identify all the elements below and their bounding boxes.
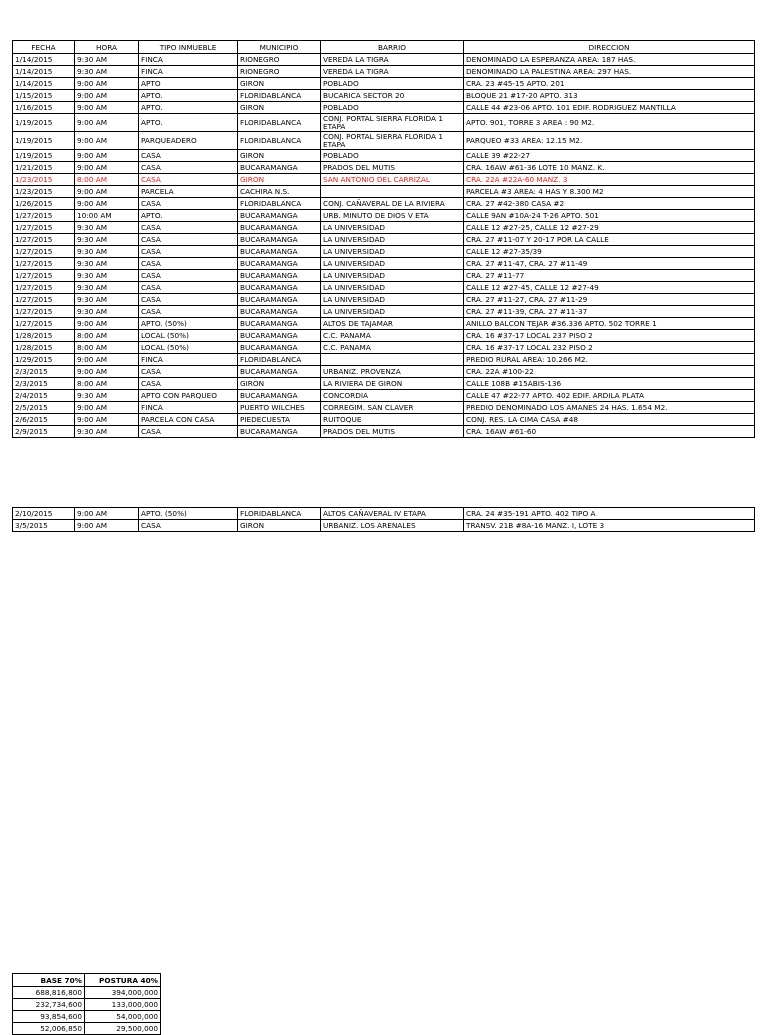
fecha-cell: 2/6/2015: [13, 414, 75, 426]
barrio-cell: LA RIVIERA DE GIRON: [321, 378, 464, 390]
fecha-cell: 1/26/2015: [13, 198, 75, 210]
fecha-cell: 1/27/2015: [13, 234, 75, 246]
hora-cell: 9:00 AM: [75, 508, 139, 520]
table-row: [13, 132, 755, 150]
barrio-cell: VEREDA LA TIGRA: [321, 66, 464, 78]
postura-cell: 394,000,000: [85, 987, 161, 999]
fecha-cell: 1/15/2015: [13, 90, 75, 102]
municipio-cell: BUCARAMANGA: [238, 318, 321, 330]
table-row: [13, 210, 755, 222]
municipio-cell: GIRON: [238, 102, 321, 114]
postura-cell: 54,000,000: [85, 1011, 161, 1023]
hora-cell: 9:30 AM: [75, 282, 139, 294]
direccion-cell: CRA. 27 #42-380 CASA #2: [464, 198, 755, 210]
fecha-cell: 1/27/2015: [13, 222, 75, 234]
hora-cell: 9:30 AM: [75, 66, 139, 78]
barrio-cell: URB. MINUTO DE DIOS V ETA: [321, 210, 464, 222]
municipio-cell: FLORIDABLANCA: [238, 114, 321, 132]
hora-cell: 8:00 AM: [75, 174, 139, 186]
hora-cell: 9:00 AM: [75, 150, 139, 162]
hora-cell: 9:00 AM: [75, 132, 139, 150]
direccion-cell: DENOMINADO LA PALESTINA AREA: 297 HAS.: [464, 66, 755, 78]
tipo-inmueble-cell: LOCAL (50%): [139, 342, 238, 354]
barrio-cell: URBANIZ. PROVENZA: [321, 366, 464, 378]
barrio-cell: CONJ. CAÑAVERAL DE LA RIVIERA: [321, 198, 464, 210]
direccion-cell: CRA. 27 #11-47, CRA. 27 #11-49: [464, 258, 755, 270]
municipio-cell: PUERTO WILCHES: [238, 402, 321, 414]
municipio-cell: BUCARAMANGA: [238, 366, 321, 378]
tipo-inmueble-cell: CASA: [139, 294, 238, 306]
fecha-cell: 1/27/2015: [13, 258, 75, 270]
table-row: [13, 258, 755, 270]
municipio-cell: BUCARAMANGA: [238, 222, 321, 234]
barrio-cell: SAN ANTONIO DEL CARRIZAL: [321, 174, 464, 186]
hora-cell: 9:30 AM: [75, 426, 139, 438]
direccion-cell: CRA. 16AW #61-36 LOTE 10 MANZ. K.: [464, 162, 755, 174]
direccion-cell: CALLE 9AN #10A-24 T-26 APTO. 501: [464, 210, 755, 222]
table-row: [13, 54, 755, 66]
municipio-cell: BUCARAMANGA: [238, 294, 321, 306]
column-header-base: BASE 70%: [13, 974, 85, 987]
barrio-cell: ALTOS CAÑAVERAL IV ETAPA: [321, 508, 464, 520]
table-row: [13, 414, 755, 426]
hora-cell: 9:30 AM: [75, 234, 139, 246]
table-row: [13, 402, 755, 414]
municipio-cell: FLORIDABLANCA: [238, 354, 321, 366]
municipio-cell: FLORIDABLANCA: [238, 90, 321, 102]
municipio-cell: BUCARAMANGA: [238, 306, 321, 318]
barrio-cell: URBANIZ. LOS ARENALES: [321, 520, 464, 532]
fecha-cell: 1/19/2015: [13, 114, 75, 132]
table-row: [13, 426, 755, 438]
tipo-inmueble-cell: CASA: [139, 222, 238, 234]
table-row: [13, 90, 755, 102]
fecha-cell: 2/3/2015: [13, 378, 75, 390]
tipo-inmueble-cell: FINCA: [139, 354, 238, 366]
column-header-postura: POSTURA 40%: [85, 974, 161, 987]
municipio-cell: BUCARAMANGA: [238, 342, 321, 354]
auction-schedule-rows: [13, 54, 755, 438]
hora-cell: 9:00 AM: [75, 162, 139, 174]
barrio-cell: PRADOS DEL MUTIS: [321, 426, 464, 438]
tipo-inmueble-cell: LOCAL (50%): [139, 330, 238, 342]
direccion-cell: CRA. 23 #45-15 APTO. 201: [464, 78, 755, 90]
tipo-inmueble-cell: CASA: [139, 366, 238, 378]
tipo-inmueble-cell: CASA: [139, 174, 238, 186]
municipio-cell: FLORIDABLANCA: [238, 198, 321, 210]
barrio-cell: LA UNIVERSIDAD: [321, 234, 464, 246]
table-row: [13, 150, 755, 162]
direccion-cell: CRA. 22A #22A-60 MANZ. 3: [464, 174, 755, 186]
tipo-inmueble-cell: CASA: [139, 378, 238, 390]
column-header-tipo-inmueble: TIPO INMUEBLE: [139, 41, 238, 54]
additional-schedule-table: [12, 507, 755, 532]
fecha-cell: 1/28/2015: [13, 330, 75, 342]
tipo-inmueble-cell: APTO.: [139, 90, 238, 102]
direccion-cell: PREDIO DENOMINADO LOS AMANES 24 HAS. 1.654 M2.: [464, 402, 755, 414]
barrio-cell: PRADOS DEL MUTIS: [321, 162, 464, 174]
table-row: [13, 999, 161, 1011]
municipio-cell: FLORIDABLANCA: [238, 508, 321, 520]
fecha-cell: 1/27/2015: [13, 270, 75, 282]
fecha-cell: 2/9/2015: [13, 426, 75, 438]
hora-cell: 9:30 AM: [75, 270, 139, 282]
tipo-inmueble-cell: CASA: [139, 282, 238, 294]
fecha-cell: 1/23/2015: [13, 174, 75, 186]
table-row: [13, 222, 755, 234]
tipo-inmueble-cell: CASA: [139, 198, 238, 210]
hora-cell: 9:30 AM: [75, 306, 139, 318]
base-cell: 93,854,600: [13, 1011, 85, 1023]
table-row: [13, 294, 755, 306]
hora-cell: 9:30 AM: [75, 222, 139, 234]
barrio-cell: CONJ. PORTAL SIERRA FLORIDA 1 ETAPA: [321, 132, 464, 150]
direccion-cell: ANILLO BALCON TEJAR #36.336 APTO. 502 TORRE 1: [464, 318, 755, 330]
barrio-cell: C.C. PANAMA: [321, 330, 464, 342]
table-row: [13, 520, 755, 532]
barrio-cell: VEREDA LA TIGRA: [321, 54, 464, 66]
hora-cell: 9:00 AM: [75, 114, 139, 132]
barrio-cell: [321, 186, 464, 198]
tipo-inmueble-cell: CASA: [139, 520, 238, 532]
fecha-cell: 1/19/2015: [13, 132, 75, 150]
table-row: [13, 390, 755, 402]
fecha-cell: 2/3/2015: [13, 366, 75, 378]
municipio-cell: BUCARAMANGA: [238, 162, 321, 174]
barrio-cell: LA UNIVERSIDAD: [321, 258, 464, 270]
tipo-inmueble-cell: APTO. (50%): [139, 508, 238, 520]
hora-cell: 9:00 AM: [75, 198, 139, 210]
fecha-cell: 1/14/2015: [13, 78, 75, 90]
fecha-cell: 1/27/2015: [13, 294, 75, 306]
direccion-cell: CRA. 22A #100-22: [464, 366, 755, 378]
barrio-cell: CORREGIM. SAN CLAVER: [321, 402, 464, 414]
hora-cell: 9:00 AM: [75, 414, 139, 426]
direccion-cell: CALLE 44 #23-06 APTO. 101 EDIF. RODRIGUEZ MANTILLA: [464, 102, 755, 114]
hora-cell: 9:00 AM: [75, 102, 139, 114]
hora-cell: 9:00 AM: [75, 520, 139, 532]
municipio-cell: PIEDECUESTA: [238, 414, 321, 426]
barrio-cell: LA UNIVERSIDAD: [321, 222, 464, 234]
direccion-cell: PARCELA #3 AREA: 4 HAS Y 8.300 M2: [464, 186, 755, 198]
direccion-cell: TRANSV. 21B #8A-16 MANZ. I, LOTE 3: [464, 520, 755, 532]
hora-cell: 9:00 AM: [75, 186, 139, 198]
direccion-cell: DENOMINADO LA ESPERANZA AREA: 187 HAS.: [464, 54, 755, 66]
table-row: [13, 342, 755, 354]
direccion-cell: CRA. 27 #11-39, CRA. 27 #11-37: [464, 306, 755, 318]
fecha-cell: 1/14/2015: [13, 66, 75, 78]
direccion-cell: CALLE 108B #15ABIS-136: [464, 378, 755, 390]
fecha-cell: 1/21/2015: [13, 162, 75, 174]
base-cell: 52,006,850: [13, 1023, 85, 1035]
tipo-inmueble-cell: APTO: [139, 78, 238, 90]
table-row: [13, 366, 755, 378]
direccion-cell: CRA. 16AW #61-60: [464, 426, 755, 438]
direccion-cell: CRA. 27 #11-07 Y 20-17 POR LA CALLE: [464, 234, 755, 246]
hora-cell: 9:30 AM: [75, 54, 139, 66]
tipo-inmueble-cell: CASA: [139, 162, 238, 174]
barrio-cell: CONCORDIA: [321, 390, 464, 402]
municipio-cell: BUCARAMANGA: [238, 390, 321, 402]
barrio-cell: LA UNIVERSIDAD: [321, 306, 464, 318]
hora-cell: 9:00 AM: [75, 318, 139, 330]
table-row: [13, 114, 755, 132]
fecha-cell: 1/27/2015: [13, 318, 75, 330]
direccion-cell: CRA. 27 #11-77: [464, 270, 755, 282]
additional-schedule-rows: [13, 508, 755, 532]
municipio-cell: BUCARAMANGA: [238, 270, 321, 282]
hora-cell: 9:30 AM: [75, 390, 139, 402]
tipo-inmueble-cell: CASA: [139, 234, 238, 246]
table-row: [13, 330, 755, 342]
hora-cell: 9:00 AM: [75, 90, 139, 102]
barrio-cell: ALTOS DE TAJAMAR: [321, 318, 464, 330]
tipo-inmueble-cell: FINCA: [139, 402, 238, 414]
direccion-cell: CALLE 39 #22-27: [464, 150, 755, 162]
municipio-cell: RIONEGRO: [238, 54, 321, 66]
municipio-cell: RIONEGRO: [238, 66, 321, 78]
hora-cell: 9:30 AM: [75, 294, 139, 306]
tipo-inmueble-cell: PARQUEADERO: [139, 132, 238, 150]
municipio-cell: GIRON: [238, 78, 321, 90]
table-row: [13, 234, 755, 246]
table-row: [13, 378, 755, 390]
municipio-cell: BUCARAMANGA: [238, 426, 321, 438]
table-row: [13, 102, 755, 114]
tipo-inmueble-cell: FINCA: [139, 54, 238, 66]
table-row: [13, 508, 755, 520]
fecha-cell: 2/5/2015: [13, 402, 75, 414]
tipo-inmueble-cell: CASA: [139, 246, 238, 258]
tipo-inmueble-cell: FINCA: [139, 66, 238, 78]
fecha-cell: 1/23/2015: [13, 186, 75, 198]
valuation-table: [12, 973, 161, 1035]
municipio-cell: BUCARAMANGA: [238, 246, 321, 258]
base-cell: 232,734,600: [13, 999, 85, 1011]
hora-cell: 9:30 AM: [75, 258, 139, 270]
tipo-inmueble-cell: PARCELA CON CASA: [139, 414, 238, 426]
table-row: [13, 162, 755, 174]
tipo-inmueble-cell: APTO. (50%): [139, 318, 238, 330]
table-row: [13, 174, 755, 186]
municipio-cell: BUCARAMANGA: [238, 234, 321, 246]
tipo-inmueble-cell: CASA: [139, 306, 238, 318]
barrio-cell: CONJ. PORTAL SIERRA FLORIDA 1 ETAPA: [321, 114, 464, 132]
table-row: [13, 1023, 161, 1035]
column-header-fecha: FECHA: [13, 41, 75, 54]
fecha-cell: 1/27/2015: [13, 306, 75, 318]
tipo-inmueble-cell: APTO.: [139, 114, 238, 132]
table-row: [13, 354, 755, 366]
fecha-cell: 1/28/2015: [13, 342, 75, 354]
direccion-cell: PREDIO RURAL AREA: 10.266 M2.: [464, 354, 755, 366]
direccion-cell: CRA. 16 #37-17 LOCAL 232 PISO 2: [464, 342, 755, 354]
fecha-cell: 1/19/2015: [13, 150, 75, 162]
hora-cell: 9:00 AM: [75, 402, 139, 414]
barrio-cell: LA UNIVERSIDAD: [321, 282, 464, 294]
table-row: [13, 987, 161, 999]
auction-schedule-table: [12, 40, 755, 438]
direccion-cell: CRA. 24 #35-191 APTO. 402 TIPO A: [464, 508, 755, 520]
direccion-cell: CALLE 47 #22-77 APTO. 402 EDIF. ARDILA PLATA: [464, 390, 755, 402]
tipo-inmueble-cell: CASA: [139, 426, 238, 438]
column-header-barrio: BARRIO: [321, 41, 464, 54]
barrio-cell: POBLADO: [321, 150, 464, 162]
barrio-cell: BUCARICA SECTOR 20: [321, 90, 464, 102]
hora-cell: 9:00 AM: [75, 354, 139, 366]
barrio-cell: LA UNIVERSIDAD: [321, 246, 464, 258]
fecha-cell: 1/27/2015: [13, 282, 75, 294]
fecha-cell: 1/27/2015: [13, 246, 75, 258]
fecha-cell: 1/29/2015: [13, 354, 75, 366]
municipio-cell: GIRON: [238, 174, 321, 186]
tipo-inmueble-cell: APTO.: [139, 210, 238, 222]
tipo-inmueble-cell: CASA: [139, 258, 238, 270]
table-row: [13, 246, 755, 258]
direccion-cell: PARQUEO #33 AREA: 12.15 M2.: [464, 132, 755, 150]
hora-cell: 8:00 AM: [75, 378, 139, 390]
table-row: [13, 318, 755, 330]
postura-cell: 29,500,000: [85, 1023, 161, 1035]
tipo-inmueble-cell: APTO CON PARQUEO: [139, 390, 238, 402]
municipio-cell: BUCARAMANGA: [238, 330, 321, 342]
table-row: [13, 270, 755, 282]
table-row: [13, 1011, 161, 1023]
header-row: [13, 41, 755, 54]
municipio-cell: GIRON: [238, 520, 321, 532]
table-row: [13, 306, 755, 318]
table-row: [13, 282, 755, 294]
table-row: [13, 198, 755, 210]
tipo-inmueble-cell: CASA: [139, 150, 238, 162]
barrio-cell: [321, 354, 464, 366]
fecha-cell: 1/16/2015: [13, 102, 75, 114]
barrio-cell: RUITOQUE: [321, 414, 464, 426]
barrio-cell: POBLADO: [321, 78, 464, 90]
base-cell: 688,816,800: [13, 987, 85, 999]
fecha-cell: 1/27/2015: [13, 210, 75, 222]
municipio-cell: FLORIDABLANCA: [238, 132, 321, 150]
tipo-inmueble-cell: APTO.: [139, 102, 238, 114]
municipio-cell: BUCARAMANGA: [238, 282, 321, 294]
table-row: [13, 78, 755, 90]
barrio-cell: C.C. PANAMA: [321, 342, 464, 354]
column-header-hora: HORA: [75, 41, 139, 54]
valuation-header-row: [13, 974, 161, 987]
direccion-cell: CRA. 16 #37-17 LOCAL 237 PISO 2: [464, 330, 755, 342]
direccion-cell: CONJ. RES. LA CIMA CASA #48: [464, 414, 755, 426]
hora-cell: 9:30 AM: [75, 246, 139, 258]
column-header-direccion: DIRECCION: [464, 41, 755, 54]
direccion-cell: CALLE 12 #27-45, CALLE 12 #27-49: [464, 282, 755, 294]
direccion-cell: APTO. 901, TORRE 3 AREA : 90 M2.: [464, 114, 755, 132]
barrio-cell: LA UNIVERSIDAD: [321, 270, 464, 282]
municipio-cell: GIRON: [238, 150, 321, 162]
direccion-cell: CALLE 12 #27-25, CALLE 12 #27-29: [464, 222, 755, 234]
municipio-cell: BUCARAMANGA: [238, 258, 321, 270]
municipio-cell: CACHIRA N.S.: [238, 186, 321, 198]
direccion-cell: BLOQUE 21 #17-20 APTO. 313: [464, 90, 755, 102]
postura-cell: 133,000,000: [85, 999, 161, 1011]
municipio-cell: BUCARAMANGA: [238, 210, 321, 222]
fecha-cell: 2/10/2015: [13, 508, 75, 520]
tipo-inmueble-cell: PARCELA: [139, 186, 238, 198]
barrio-cell: LA UNIVERSIDAD: [321, 294, 464, 306]
municipio-cell: GIRON: [238, 378, 321, 390]
valuation-rows: [13, 987, 161, 1035]
direccion-cell: CRA. 27 #11-27, CRA. 27 #11-29: [464, 294, 755, 306]
column-header-municipio: MUNICIPIO: [238, 41, 321, 54]
fecha-cell: 3/5/2015: [13, 520, 75, 532]
hora-cell: 9:00 AM: [75, 78, 139, 90]
fecha-cell: 1/14/2015: [13, 54, 75, 66]
table-row: [13, 186, 755, 198]
tipo-inmueble-cell: CASA: [139, 270, 238, 282]
hora-cell: 8:00 AM: [75, 342, 139, 354]
hora-cell: 9:00 AM: [75, 366, 139, 378]
barrio-cell: POBLADO: [321, 102, 464, 114]
hora-cell: 10:00 AM: [75, 210, 139, 222]
table-row: [13, 66, 755, 78]
direccion-cell: CALLE 12 #27-35/39: [464, 246, 755, 258]
hora-cell: 8:00 AM: [75, 330, 139, 342]
fecha-cell: 2/4/2015: [13, 390, 75, 402]
